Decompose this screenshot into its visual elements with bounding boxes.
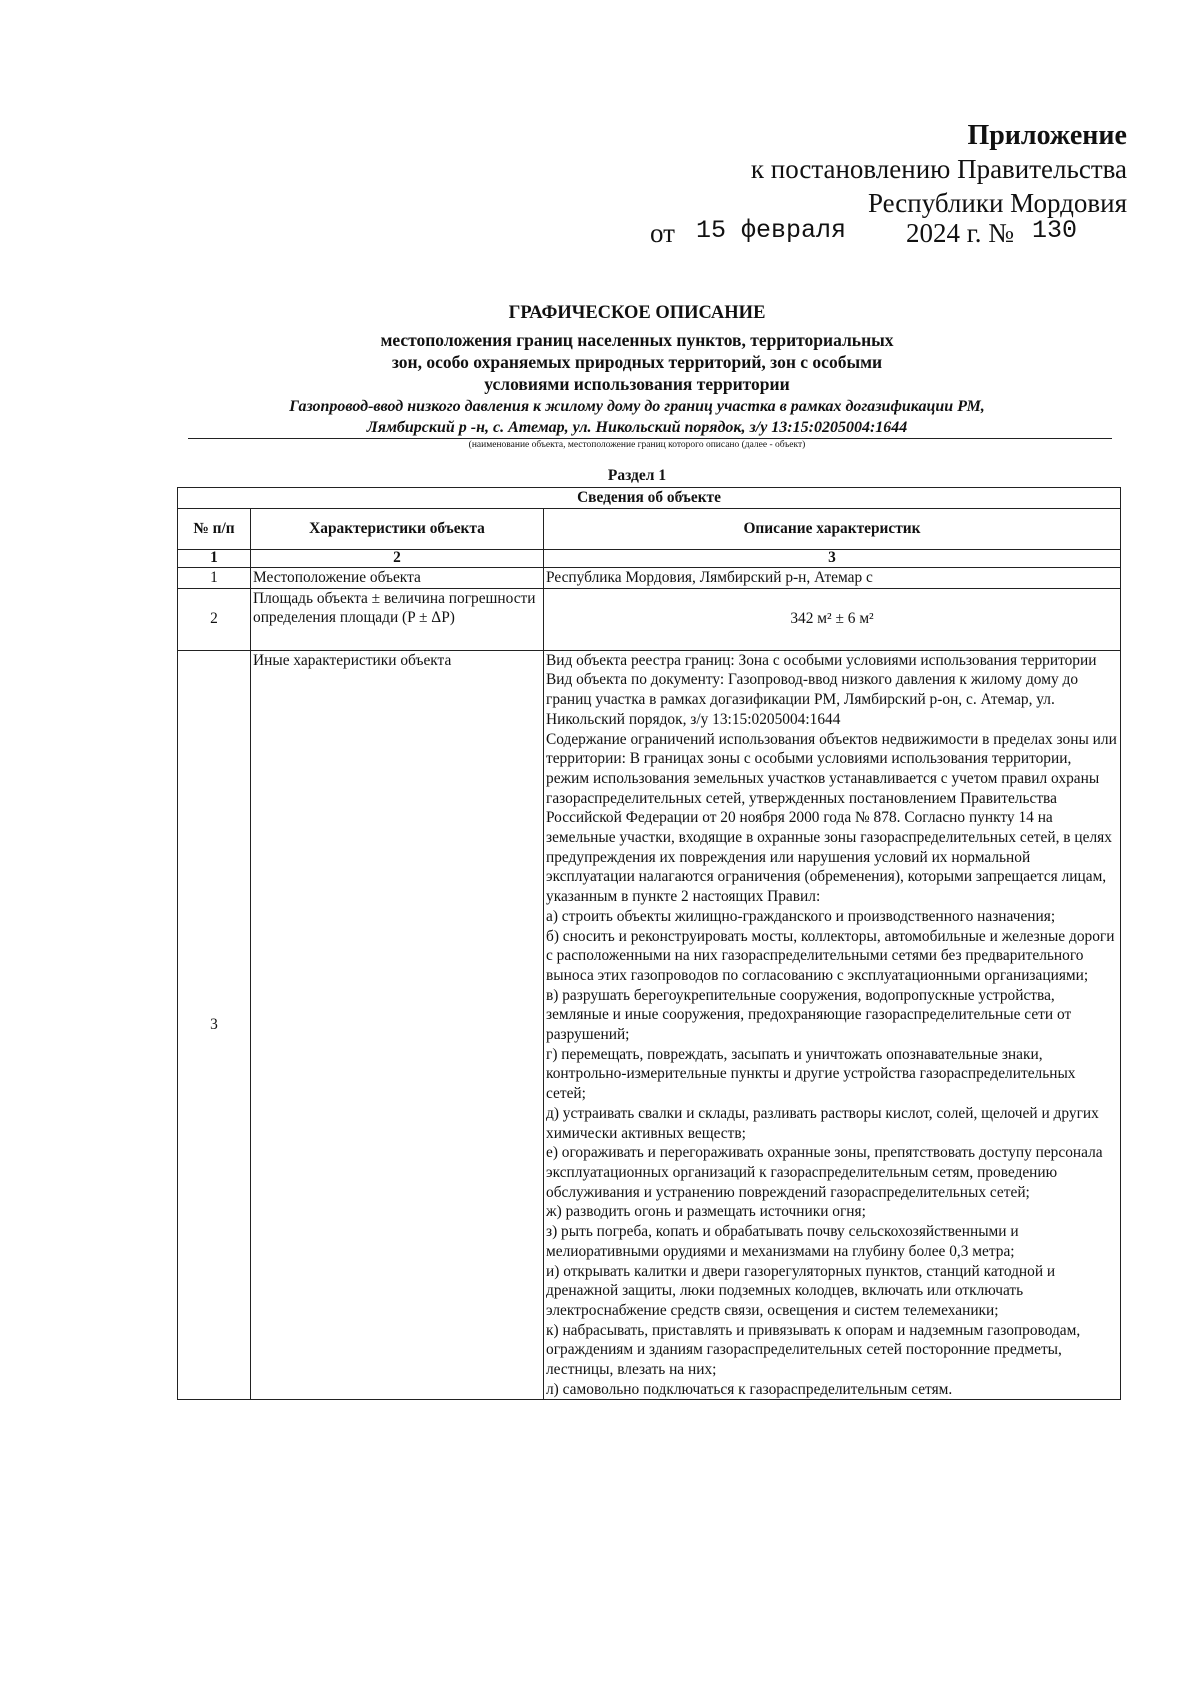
- restriction-item: г) перемещать, повреждать, засыпать и уничтожать опознавательные знаки, контрольно-измерительные пункты и другие устройства газораспределительных сетей;: [546, 1045, 1076, 1103]
- date-year: 2024 г. №: [906, 218, 1015, 248]
- row-characteristic: Иные характеристики объекта: [251, 650, 544, 1400]
- table-row: [178, 568, 1121, 589]
- row-description-list: [544, 650, 1121, 1400]
- table-caption-row: [178, 488, 1121, 509]
- section-title: Раздел 1: [607, 467, 667, 484]
- description-paragraph: Вид объекта по документу: Газопровод-ввод низкого давления к жилому дому до границ участка в рамках догазификации РМ, Лямбирский р-он, с. Атемар, ул. Никольский порядок, з/у 13:15:0205004:1644: [546, 671, 1079, 728]
- restriction-item: б) сносить и реконструировать мосты, коллекторы, автомобильные и железные дороги с расположенными на них газораспределительными сетями без предварительного выноса этих газопроводов по согласованию с эксплуатационными организациями;: [546, 927, 1115, 984]
- row-description: Республика Мордовия, Лямбирский р-н, Атемар с: [544, 568, 1121, 589]
- subtitle-line-2: зон, особо охраняемых природных территорий, зон с особыми: [391, 352, 883, 372]
- column-number: 1: [178, 550, 251, 568]
- restriction-item: д) устраивать свалки и склады, разливать растворы кислот, солей, щелочей и других химически активных веществ;: [546, 1104, 1099, 1142]
- row-characteristic: Местоположение объекта: [251, 568, 544, 589]
- object-info-table: [177, 487, 1121, 1400]
- restriction-item: л) самовольно подключаться к газораспределительным сетям.: [546, 1380, 953, 1398]
- object-name-line-2: Лямбирский р -н, с. Атемар, ул. Никольский порядок, з/у 13:15:0205004:1644: [366, 419, 908, 436]
- restriction-item: и) открывать калитки и двери газорегуляторных пунктов, станций катодной и дренажной защиты, люки подземных колодцев, включать или отключать электроснабжение средств связи, освещения и систем телемеханики;: [546, 1262, 1056, 1319]
- date-prefix: от: [650, 218, 675, 248]
- decree-number: 130: [1032, 216, 1078, 245]
- subtitle-line-1: местоположения границ населенных пунктов, территориальных: [380, 330, 894, 350]
- column-header-description: Описание характеристик: [544, 509, 1121, 550]
- table-caption: Сведения об объекте: [178, 488, 1121, 509]
- column-header-characteristic: Характеристики объекта: [251, 509, 544, 550]
- row-index: 1: [178, 568, 251, 589]
- table-row: [178, 588, 1121, 650]
- appendix-decree-line: к постановлению Правительства: [750, 154, 1127, 184]
- table-header-row: [178, 509, 1121, 550]
- column-number-row: [178, 550, 1121, 568]
- restriction-item: ж) разводить огонь и размещать источники огня;: [546, 1203, 866, 1221]
- subtitle-line-3: условиями использования территории: [484, 374, 790, 394]
- restriction-item: в) разрушать берегоукрепительные сооружения, водопропускные устройства, земляные и иные сооружения, предохраняющие газораспределительные сети от разрушений;: [546, 986, 1072, 1044]
- document-title: ГРАФИЧЕСКОЕ ОПИСАНИЕ: [508, 303, 766, 323]
- row-characteristic: Площадь объекта ± величина погрешности определения площади (P ± ΔP): [251, 588, 544, 650]
- column-number: 2: [251, 550, 544, 568]
- object-note: (наименование объекта, местоположение границ которого описано (далее - объект): [468, 440, 806, 450]
- appendix-republic-line: Республики Мордовия: [867, 188, 1127, 218]
- object-name-line-1: Газопровод-ввод низкого давления к жилому дому до границ участка в рамках догазификации РМ,: [289, 398, 985, 415]
- restriction-item: з) рыть погреба, копать и обрабатывать почву сельскохозяйственными и мелиоративными орудиями и механизмами на глубину более 0,3 метра;: [546, 1223, 1019, 1260]
- row-index: 2: [178, 588, 251, 650]
- date-day-month: 15 февраля: [696, 216, 847, 245]
- description-paragraph: Вид объекта реестра границ: Зона с особыми условиями использования территории: [546, 651, 1097, 669]
- column-number: 3: [544, 550, 1121, 568]
- description-paragraph: Содержание ограничений использования объектов недвижимости в пределах зоны или территории: В границах зоны с особыми условиями использования территории, режим использования земельных участков устанавливается с учетом правил охраны газораспределительных сетей, утвержденных постановлением Правительства Российской Федерации от 20 ноября 2000 года № 878. Согласно пункту 14 на земельные участки, входящие в охранные зоны газораспределительных сетей, в целях предупреждения их повреждения или нарушения условий их нормальной эксплуатации налагаются ограничения (обременения), которыми запрещается лицам, указанным в пункте 2 настоящих Правил:: [546, 730, 1117, 906]
- column-header-index: № п/п: [178, 509, 251, 550]
- table-row: [178, 650, 1121, 1400]
- row-description: 342 м² ± 6 м²: [544, 588, 1121, 650]
- restriction-item: к) набрасывать, приставлять и привязывать к опорам и надземным газопроводам, ограждениям и зданиям газораспределительных сетей посторонние предметы, лестницы, влезать на них;: [546, 1321, 1081, 1379]
- restriction-item: е) огораживать и перегораживать охранные зоны, препятствовать доступу персонала эксплуатационных организаций к газораспределительным сетям, проведению обслуживания и устранению повреждений газораспределительных сетей;: [546, 1144, 1103, 1201]
- appendix-date-line: [650, 218, 1130, 252]
- object-name-underline: [188, 438, 1112, 439]
- row-index: 3: [178, 650, 251, 1400]
- appendix-title: Приложение: [967, 120, 1127, 151]
- restriction-item: а) строить объекты жилищно-гражданского и производственного назначения;: [546, 907, 1056, 925]
